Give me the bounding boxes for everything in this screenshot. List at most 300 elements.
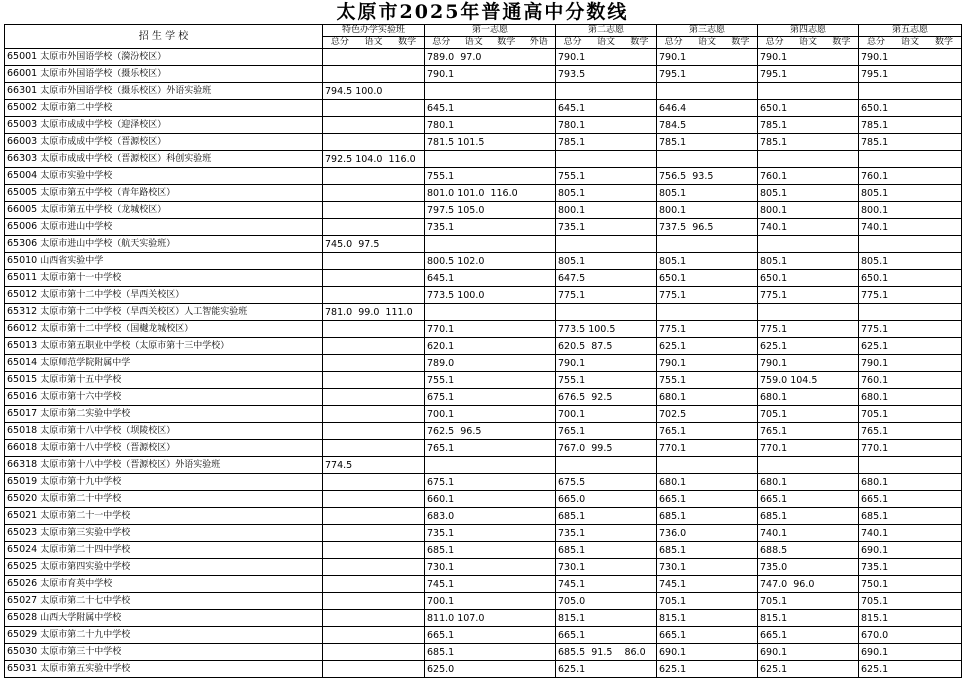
special-class-score: 794.5 100.0 [323, 83, 425, 100]
special-class-score [323, 627, 425, 644]
choice-score-5: 650.1 [859, 270, 962, 287]
school-code: 65011 [7, 272, 38, 283]
school-cell [5, 440, 323, 457]
choice-score-2: 730.1 [556, 559, 657, 576]
school-cell [5, 508, 323, 525]
choice-score-2: 805.1 [556, 185, 657, 202]
school-cell [5, 270, 323, 287]
special-class-score: 792.5 104.0 116.0 [323, 151, 425, 168]
choice-score-5: 795.1 [859, 66, 962, 83]
special-class-score [323, 168, 425, 185]
school-cell [5, 66, 323, 83]
school-code: 65006 [7, 221, 38, 232]
choice-score-1: 625.0 [425, 661, 556, 678]
choice-score-3: 755.1 [657, 372, 758, 389]
school-cell [5, 287, 323, 304]
choice-score-1: 675.1 [425, 389, 556, 406]
table-body [5, 49, 962, 678]
choice-score-3: 665.1 [657, 627, 758, 644]
choice-score-1: 800.5 102.0 [425, 253, 556, 270]
choice-score-1: 811.0 107.0 [425, 610, 556, 627]
choice-score-5: 650.1 [859, 100, 962, 117]
special-class-score [323, 542, 425, 559]
choice-score-5: 775.1 [859, 321, 962, 338]
choice-score-5: 625.1 [859, 661, 962, 678]
choice-score-2: 775.1 [556, 287, 657, 304]
choice-score-4: 775.1 [758, 321, 859, 338]
choice-score-1: 645.1 [425, 270, 556, 287]
school-cell [5, 457, 323, 474]
school-code: 65029 [7, 629, 38, 640]
choice-score-1 [425, 83, 556, 100]
choice-score-1: 665.1 [425, 627, 556, 644]
special-class-score: 774.5 [323, 457, 425, 474]
school-name: 太原市第十五中学校 [40, 375, 122, 385]
school-code: 65025 [7, 561, 38, 572]
choice-score-4 [758, 457, 859, 474]
school-name: 太原市第四实验中学校 [40, 562, 131, 572]
school-code: 65013 [7, 340, 38, 351]
choice-score-1: 735.1 [425, 219, 556, 236]
choice-score-5: 690.1 [859, 542, 962, 559]
school-code: 65010 [7, 255, 38, 266]
subheader-label: 数学 [731, 37, 750, 47]
table-row [5, 100, 962, 117]
choice-score-4: 785.1 [758, 134, 859, 151]
school-name: 太原市实验中学校 [40, 171, 113, 181]
choice-score-1: 700.1 [425, 593, 556, 610]
special-class-score [323, 610, 425, 627]
choice-score-3: 705.1 [657, 593, 758, 610]
school-code: 65312 [7, 306, 38, 317]
choice-score-4 [758, 236, 859, 253]
school-name: 太原市第三十中学校 [40, 647, 122, 657]
choice-score-4: 680.1 [758, 389, 859, 406]
choice-score-2: 665.0 [556, 491, 657, 508]
choice-score-4: 760.1 [758, 168, 859, 185]
choice-score-4: 735.0 [758, 559, 859, 576]
table-row [5, 151, 962, 168]
table-row [5, 49, 962, 66]
school-name: 太原市第三实验中学校 [40, 528, 131, 538]
choice-score-3: 800.1 [657, 202, 758, 219]
special-class-score [323, 559, 425, 576]
special-class-score [323, 321, 425, 338]
choice-score-1: 683.0 [425, 508, 556, 525]
choice-score-1 [425, 304, 556, 321]
choice-score-5: 735.1 [859, 559, 962, 576]
school-cell [5, 474, 323, 491]
choice-score-1: 735.1 [425, 525, 556, 542]
school-cell [5, 49, 323, 66]
school-cell [5, 117, 323, 134]
table-row [5, 389, 962, 406]
choice-score-4: 790.1 [758, 49, 859, 66]
table-row [5, 593, 962, 610]
school-cell [5, 661, 323, 678]
school-cell [5, 253, 323, 270]
school-code: 66303 [7, 153, 38, 164]
choice-score-2: 620.5 87.5 [556, 338, 657, 355]
school-name: 太原市育英中学校 [40, 579, 113, 589]
subheader-label: 总分 [765, 37, 784, 47]
subheader-group [758, 37, 859, 49]
choice-score-3: 785.1 [657, 134, 758, 151]
choice-score-4 [758, 83, 859, 100]
subheader-label: 语文 [798, 37, 817, 47]
choice-score-2 [556, 457, 657, 474]
school-name: 太原市进山中学校 [40, 222, 113, 232]
school-code: 65024 [7, 544, 38, 555]
choice-score-3: 790.1 [657, 49, 758, 66]
choice-score-2: 735.1 [556, 525, 657, 542]
choice-score-2: 685.1 [556, 542, 657, 559]
school-code: 65019 [7, 476, 38, 487]
subheader-group [859, 37, 962, 49]
choice-score-4: 805.1 [758, 185, 859, 202]
school-code: 65023 [7, 527, 38, 538]
choice-score-2: 755.1 [556, 168, 657, 185]
school-code: 65027 [7, 595, 38, 606]
school-code: 65004 [7, 170, 38, 181]
special-class-score [323, 355, 425, 372]
special-class-score [323, 185, 425, 202]
choice-score-2: 647.5 [556, 270, 657, 287]
subheader-label: 数学 [832, 37, 851, 47]
choice-score-2: 790.1 [556, 49, 657, 66]
choice-score-3: 805.1 [657, 185, 758, 202]
choice-score-5: 770.1 [859, 440, 962, 457]
choice-score-4: 650.1 [758, 270, 859, 287]
school-name: 太原市第五中学校（青年路校区） [40, 188, 176, 198]
subheader-label: 总分 [432, 37, 451, 47]
school-cell [5, 202, 323, 219]
group-header-choice-5: 第五志愿 [859, 25, 962, 37]
subheader-label: 语文 [364, 37, 383, 47]
choice-score-2: 815.1 [556, 610, 657, 627]
special-class-score [323, 644, 425, 661]
choice-score-2: 765.1 [556, 423, 657, 440]
choice-score-3: 702.5 [657, 406, 758, 423]
group-header-choice-2: 第二志愿 [556, 25, 657, 37]
special-class-score: 745.0 97.5 [323, 236, 425, 253]
school-name: 太原市第五实验中学校 [40, 664, 131, 674]
special-class-score [323, 49, 425, 66]
school-code: 66005 [7, 204, 38, 215]
table-row [5, 321, 962, 338]
school-code: 65021 [7, 510, 38, 521]
table-row [5, 219, 962, 236]
choice-score-2 [556, 83, 657, 100]
subheader-group [556, 37, 657, 49]
choice-score-2: 790.1 [556, 355, 657, 372]
choice-score-4: 680.1 [758, 474, 859, 491]
subheader-group [657, 37, 758, 49]
school-cell [5, 304, 323, 321]
table-header [5, 25, 962, 49]
choice-score-5: 815.1 [859, 610, 962, 627]
school-name: 太原师范学院附属中学 [40, 358, 131, 368]
special-class-score [323, 270, 425, 287]
choice-score-1: 797.5 105.0 [425, 202, 556, 219]
choice-score-4: 688.5 [758, 542, 859, 559]
choice-score-5: 775.1 [859, 287, 962, 304]
table-row [5, 661, 962, 678]
school-name: 太原市成成中学校（晋源校区） [40, 137, 167, 147]
school-code: 66003 [7, 136, 38, 147]
special-class-score [323, 389, 425, 406]
table-row [5, 542, 962, 559]
school-name: 太原市第五中学校（龙城校区） [40, 205, 167, 215]
choice-score-3: 730.1 [657, 559, 758, 576]
subheader-label: 外语 [529, 37, 548, 47]
choice-score-3 [657, 304, 758, 321]
choice-score-3: 690.1 [657, 644, 758, 661]
choice-score-1: 801.0 101.0 116.0 [425, 185, 556, 202]
table-row [5, 610, 962, 627]
table-row [5, 185, 962, 202]
table-row [5, 66, 962, 83]
choice-score-2: 700.1 [556, 406, 657, 423]
choice-score-1: 645.1 [425, 100, 556, 117]
choice-score-1: 789.0 97.0 [425, 49, 556, 66]
school-name: 太原市第五职业中学校（太原市第十三中学校） [40, 341, 230, 351]
choice-score-4: 795.1 [758, 66, 859, 83]
school-name: 太原市成成中学校（晋源校区）科创实验班 [40, 154, 212, 164]
table-row [5, 304, 962, 321]
school-name: 太原市外国语学校（摄乐校区） [40, 69, 167, 79]
school-name: 太原市外国语学校（漪汾校区） [40, 52, 167, 62]
choice-score-1 [425, 236, 556, 253]
special-class-score [323, 117, 425, 134]
choice-score-5: 680.1 [859, 474, 962, 491]
school-name: 山西大学附属中学校 [40, 613, 122, 623]
choice-score-4: 765.1 [758, 423, 859, 440]
school-name: 太原市第十九中学校 [40, 477, 122, 487]
subheader-label: 语文 [697, 37, 716, 47]
choice-score-3: 680.1 [657, 474, 758, 491]
table-row [5, 270, 962, 287]
score-table [4, 24, 962, 678]
choice-score-4: 665.1 [758, 491, 859, 508]
choice-score-5: 705.1 [859, 406, 962, 423]
table-row [5, 644, 962, 661]
choice-score-2: 745.1 [556, 576, 657, 593]
choice-score-5 [859, 304, 962, 321]
school-cell [5, 559, 323, 576]
choice-score-2: 665.1 [556, 627, 657, 644]
school-name: 太原市第十二中学校（旱西关校区）人工智能实验班 [40, 307, 248, 317]
school-code: 65018 [7, 425, 38, 436]
choice-score-3: 795.1 [657, 66, 758, 83]
group-header-choice-4: 第四志愿 [758, 25, 859, 37]
school-code: 65005 [7, 187, 38, 198]
special-class-score [323, 474, 425, 491]
choice-score-3: 805.1 [657, 253, 758, 270]
choice-score-1: 620.1 [425, 338, 556, 355]
school-cell [5, 338, 323, 355]
table-row [5, 202, 962, 219]
choice-score-2: 705.0 [556, 593, 657, 610]
special-class-score [323, 593, 425, 610]
special-class-score [323, 440, 425, 457]
choice-score-5: 740.1 [859, 219, 962, 236]
table-row [5, 372, 962, 389]
choice-score-5 [859, 236, 962, 253]
school-name: 太原市第十二中学校（旱西关校区） [40, 290, 185, 300]
subheader-group [323, 37, 425, 49]
school-code: 65306 [7, 238, 38, 249]
choice-score-4: 805.1 [758, 253, 859, 270]
school-code: 65028 [7, 612, 38, 623]
choice-score-1 [425, 151, 556, 168]
school-cell [5, 644, 323, 661]
choice-score-1: 685.1 [425, 542, 556, 559]
subheader-label: 数学 [630, 37, 649, 47]
choice-score-5: 625.1 [859, 338, 962, 355]
school-code: 66012 [7, 323, 38, 334]
school-name: 太原市第十八中学校（坝陵校区） [40, 426, 176, 436]
choice-score-5: 740.1 [859, 525, 962, 542]
choice-score-1 [425, 457, 556, 474]
choice-score-4: 625.1 [758, 338, 859, 355]
table-row [5, 338, 962, 355]
table-row [5, 457, 962, 474]
subheader-label: 语文 [900, 37, 919, 47]
choice-score-4 [758, 304, 859, 321]
choice-score-3: 745.1 [657, 576, 758, 593]
choice-score-4: 790.1 [758, 355, 859, 372]
choice-score-5: 690.1 [859, 644, 962, 661]
school-name: 太原市第十八中学校（晋源校区） [40, 443, 176, 453]
choice-score-5: 785.1 [859, 117, 962, 134]
choice-score-2: 676.5 92.5 [556, 389, 657, 406]
school-cell [5, 100, 323, 117]
special-class-score [323, 134, 425, 151]
school-cell [5, 389, 323, 406]
choice-score-5: 705.1 [859, 593, 962, 610]
choice-score-4: 685.1 [758, 508, 859, 525]
choice-score-3: 775.1 [657, 321, 758, 338]
school-name: 太原市第二十九中学校 [40, 630, 131, 640]
choice-score-2: 645.1 [556, 100, 657, 117]
choice-score-2 [556, 236, 657, 253]
school-code: 66001 [7, 68, 38, 79]
subheader-label: 语文 [596, 37, 615, 47]
school-cell [5, 219, 323, 236]
choice-score-3: 815.1 [657, 610, 758, 627]
choice-score-2: 780.1 [556, 117, 657, 134]
subheader-label: 总分 [330, 37, 349, 47]
special-class-score [323, 287, 425, 304]
special-class-score [323, 406, 425, 423]
choice-score-2: 793.5 [556, 66, 657, 83]
choice-score-5: 760.1 [859, 168, 962, 185]
school-cell [5, 321, 323, 338]
choice-score-3 [657, 151, 758, 168]
choice-score-3: 665.1 [657, 491, 758, 508]
choice-score-3: 756.5 93.5 [657, 168, 758, 185]
table-row [5, 423, 962, 440]
table-row [5, 474, 962, 491]
choice-score-1: 781.5 101.5 [425, 134, 556, 151]
choice-score-3: 737.5 96.5 [657, 219, 758, 236]
school-name: 太原市第二十四中学校 [40, 545, 131, 555]
subheader-label: 数学 [398, 37, 417, 47]
table-row [5, 168, 962, 185]
choice-score-5: 665.1 [859, 491, 962, 508]
school-cell [5, 576, 323, 593]
special-class-score [323, 525, 425, 542]
choice-score-1: 700.1 [425, 406, 556, 423]
choice-score-3: 685.1 [657, 542, 758, 559]
special-class-score [323, 576, 425, 593]
table-row [5, 627, 962, 644]
special-class-score [323, 66, 425, 83]
school-code: 65014 [7, 357, 38, 368]
school-cell [5, 134, 323, 151]
school-name: 太原市第十一中学校 [40, 273, 122, 283]
school-name: 太原市第二十中学校 [40, 494, 122, 504]
choice-score-5 [859, 83, 962, 100]
table-row [5, 576, 962, 593]
choice-score-4: 747.0 96.0 [758, 576, 859, 593]
choice-score-4: 740.1 [758, 525, 859, 542]
choice-score-4: 759.0 104.5 [758, 372, 859, 389]
subheader-label: 数学 [497, 37, 516, 47]
choice-score-4: 770.1 [758, 440, 859, 457]
choice-score-2: 785.1 [556, 134, 657, 151]
school-cell [5, 355, 323, 372]
choice-score-5: 670.0 [859, 627, 962, 644]
choice-score-1: 790.1 [425, 66, 556, 83]
choice-score-3: 650.1 [657, 270, 758, 287]
choice-score-4: 815.1 [758, 610, 859, 627]
choice-score-4: 705.1 [758, 593, 859, 610]
subheader-label: 总分 [866, 37, 885, 47]
choice-score-4: 665.1 [758, 627, 859, 644]
choice-score-3: 775.1 [657, 287, 758, 304]
choice-score-3: 685.1 [657, 508, 758, 525]
school-code: 65001 [7, 51, 38, 62]
choice-score-4 [758, 151, 859, 168]
choice-score-5: 805.1 [859, 253, 962, 270]
special-class-score [323, 661, 425, 678]
choice-score-5: 685.1 [859, 508, 962, 525]
choice-score-5: 760.1 [859, 372, 962, 389]
school-cell [5, 83, 323, 100]
subheader-label: 总分 [664, 37, 683, 47]
choice-score-4: 775.1 [758, 287, 859, 304]
choice-score-5: 805.1 [859, 185, 962, 202]
school-name: 太原市第二十一中学校 [40, 511, 131, 521]
choice-score-4: 785.1 [758, 117, 859, 134]
special-class-score [323, 372, 425, 389]
group-header-special: 特色办学实验班 [323, 25, 425, 37]
choice-score-4: 650.1 [758, 100, 859, 117]
choice-score-4: 705.1 [758, 406, 859, 423]
subheader-label: 数学 [934, 37, 953, 47]
subheader-label: 总分 [563, 37, 582, 47]
choice-score-2: 805.1 [556, 253, 657, 270]
choice-score-4: 740.1 [758, 219, 859, 236]
choice-score-2: 685.5 91.5 86.0 [556, 644, 657, 661]
choice-score-2 [556, 304, 657, 321]
choice-score-1: 685.1 [425, 644, 556, 661]
choice-score-1: 755.1 [425, 372, 556, 389]
choice-score-1: 745.1 [425, 576, 556, 593]
school-name: 太原市第二中学校 [40, 103, 113, 113]
